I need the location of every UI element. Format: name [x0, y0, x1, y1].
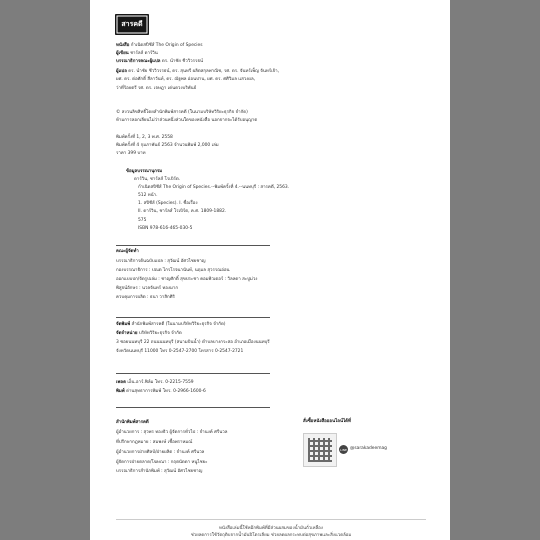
- line-icon-label: LINE: [340, 447, 347, 452]
- office-heading: สำนักพิมพ์สารคดี: [116, 420, 149, 425]
- publisher-logo-text: สารคดี: [121, 20, 143, 28]
- author-label: ผู้เขียน: [116, 51, 129, 56]
- office-line: ผู้จัดการฝ่ายตลาด/โฆษณา : กฤตนัดดา หนูไชยะ: [116, 460, 208, 465]
- office-line: ที่ปรึกษากฎหมาย : สมพงษ์ เชื้อพราหมณ์: [116, 440, 193, 445]
- chief-editor-row: [116, 59, 203, 65]
- translators-label: ผู้แปล: [116, 69, 127, 74]
- translators-row: [116, 69, 279, 75]
- catalog-line: 512 หน้า.: [138, 193, 158, 198]
- translators-line-2: ผศ. ดร. ต่อศักดิ์ สีลาวันท์, ดร. ณัฐพล อ่อนปาน, ผศ. ดร. ศศิวิมล แสวงผล,: [116, 77, 256, 82]
- team-line: ควบคุมการผลิต : ธนา วาสิกศิริ: [116, 295, 175, 300]
- qr-code[interactable]: [303, 433, 337, 467]
- soy-ink-notice: [116, 519, 426, 540]
- online-heading: สั่งซื้อหนังสือออนไลน์ได้ที่: [303, 419, 351, 424]
- book-colophon-page: [90, 0, 450, 540]
- copyright-line-1: © สงวนลิขสิทธิ์โดยสำนักพิมพ์สารคดี (ในนามบริษัทวิริยะธุรกิจ จำกัด): [116, 110, 248, 115]
- author-value: ชาร์ลส์ ดาร์วิน: [130, 51, 158, 56]
- catalog-line: 575: [138, 218, 147, 223]
- printing-line-3: ราคา 399 บาท: [116, 151, 146, 156]
- catalog-line: II. ดาร์วิน, ชาร์ลส์ โรเบิร์ต, ค.ศ. 1809-1882.: [138, 209, 227, 214]
- publisher-value: สำนักพิมพ์สารคดี (ในนามบริษัทวิริยะธุรกิจ จำกัด): [131, 322, 226, 327]
- chief-editor-label: บรรณาธิการคณะผู้แปล: [116, 59, 161, 64]
- distributor-value: บริษัทวิริยะธุรกิจ จำกัด: [138, 331, 182, 336]
- printing-line-2: พิมพ์ครั้งที่ 4 กุมภาพันธ์ 2563 จำนวนพิมพ์ 2,000 เล่ม: [116, 143, 219, 148]
- team-heading: คณะผู้จัดทำ: [116, 249, 139, 254]
- distributor-label: จัดจำหน่าย: [116, 331, 138, 336]
- line-icon: [339, 445, 348, 454]
- team-line: บรรณาธิการต้นฉบับแปล : สุวัฒน์ อัศวไชยชาญ: [116, 259, 206, 264]
- catalog-line: ดาร์วิน, ชาร์ลส์ โรเบิร์ต.: [134, 177, 181, 182]
- office-line: ผู้อำนวยการ : สุวพร ทองธิว ผู้จัดการทั่วไป : จำนงค์ ศรีนวล: [116, 430, 228, 435]
- distributor-row: [116, 331, 182, 337]
- translators-line-3: ว่าที่ร้อยตรี รศ. ดร. เจษฎา เด่นดวงบริพันธ์: [116, 86, 197, 91]
- divider: [116, 407, 270, 408]
- team-line: พิสูจน์อักษร : นวลจันทร์ ทองมาก: [116, 286, 179, 291]
- team-line: กองบรรณาธิการ : ปณต ไกรโรจนานันท์, นฤมล สุวรรณอ่อน: [116, 268, 230, 273]
- office-line: ผู้อำนวยการฝ่ายศิลป์/ฝ่ายผลิต : จำนงค์ ศรีนวล: [116, 450, 205, 455]
- publisher-label: จัดพิมพ์: [116, 322, 131, 327]
- catalog-line: กำเนิดสปีชีส์ The Origin of Species.--พิมพ์ครั้งที่ 4.--นนทบุรี : สารคดี, 2563.: [138, 185, 290, 190]
- print-label: พิมพ์: [116, 389, 125, 394]
- book-title-value: กำเนิดสปีชีส์ The Origin of Species: [130, 43, 203, 48]
- print-row: [116, 389, 206, 395]
- plate-value: เอ็น.อาร์.ฟิล์ม โทร. 0-2215-7559: [127, 380, 194, 385]
- plate-label: เพลต: [116, 380, 126, 385]
- line-handle: @sarakadeemag: [350, 446, 387, 451]
- copyright-line-2: ห้ามการลอกเลียนไม่ว่าส่วนหนึ่งส่วนใดของหนังสือ นอกจากจะได้รับอนุญาต: [116, 118, 258, 123]
- divider: [116, 317, 270, 318]
- plate-row: [116, 380, 194, 386]
- publisher-logo: [115, 14, 149, 35]
- divider: [116, 245, 270, 246]
- printing-line-1: พิมพ์ครั้งที่ 1, 2, 3 พ.ศ. 2558: [116, 135, 173, 140]
- notice-line-1: หนังสือเล่มนี้ใช้หมึกพิมพ์ที่มีส่วนผสมของน้ำมันถั่วเหลือง: [219, 526, 323, 531]
- book-title-label: หนังสือ: [116, 43, 130, 48]
- divider: [116, 373, 270, 374]
- office-line: บรรณาธิการสำนักพิมพ์ : สุวัฒน์ อัศวไชยชาญ: [116, 469, 203, 474]
- catalog-line: ISBN 978-616-465-030-5: [138, 226, 193, 231]
- publisher-row: [116, 322, 226, 328]
- print-value: ด่านสุทธาการพิมพ์ โทร. 0-2966-1600-6: [126, 389, 206, 394]
- address-line-2: จังหวัดนนทบุรี 11000 โทร 0-2547-2700 โทรสาร 0-2547-2721: [116, 349, 244, 354]
- catalog-heading: ข้อมูลบรรณานุกรม: [126, 169, 163, 174]
- team-line: ออกแบบปก/จัดรูปเล่ม : ชาญศักดิ์ สุขประชา คอมพิวเตอร์ : วิลลดา สะปูม่วง: [116, 277, 258, 282]
- author-row: [116, 51, 158, 57]
- address-line-1: 3 ซอยนนทบุรี 22 ถนนนนทบุรี (สนามบินน้ำ) ตำบลบางกระสอ อำเภอเมืองนนทบุรี: [116, 340, 270, 345]
- catalog-line: 1. สปีชีส์ (Species). I. ชื่อเรื่อง: [138, 201, 198, 206]
- chief-editor-value: ดร. นำชัย ชีววิวรรธน์: [161, 59, 204, 64]
- book-title-row: [116, 43, 203, 49]
- notice-line-2: ช่วยลดการใช้วัตถุดิบจากน้ำมันปิโตรเลียม ช่วยลดผลกระทบต่อสุขภาพและสิ่งแวดล้อม: [190, 533, 352, 538]
- translators-line-1: ดร. นำชัย ชีววิวรรธน์, ดร. สุนทรี ผลิตสกุลพาณิช, รศ. ดร. จันทร์เพ็ญ จันทร์เจ้า,: [128, 69, 280, 74]
